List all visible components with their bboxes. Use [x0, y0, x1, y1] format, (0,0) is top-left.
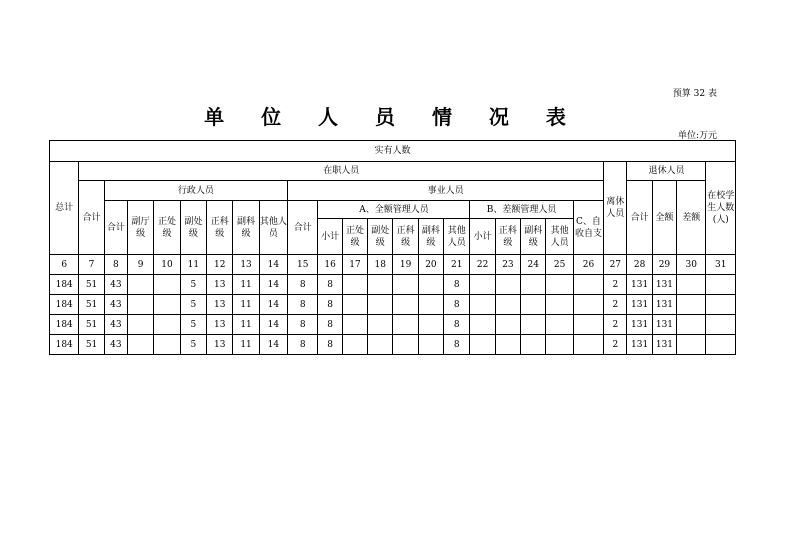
tx-sub-header: 合计: [627, 181, 652, 255]
column-number: 6: [50, 255, 79, 275]
table-cell: [418, 295, 443, 315]
table-cell: [418, 335, 443, 355]
table-cell: [495, 315, 520, 335]
page-title: 单 位 人 员 情 况 表: [204, 105, 581, 129]
table-cell: [368, 315, 393, 335]
column-number: 12: [207, 255, 233, 275]
onjob-header: 在职人员: [79, 162, 604, 181]
table-cell: [393, 315, 418, 335]
table-cell: [128, 275, 154, 295]
column-number: 29: [652, 255, 676, 275]
column-number: 9: [128, 255, 154, 275]
column-number: 11: [180, 255, 206, 275]
group-c-header: C、自收自支: [573, 201, 603, 255]
table-cell: 8: [318, 295, 342, 315]
table-cell: 131: [652, 315, 676, 335]
table-cell: 8: [288, 295, 318, 315]
table-cell: [521, 335, 546, 355]
table-cell: [546, 315, 573, 335]
column-number: 31: [706, 255, 736, 275]
table-cell: 8: [444, 295, 470, 315]
table-cell: [573, 295, 603, 315]
table-cell: [546, 335, 573, 355]
table-cell: 11: [233, 295, 259, 315]
column-number: 20: [418, 255, 443, 275]
table-cell: 14: [259, 275, 287, 295]
table-row: [50, 335, 736, 355]
table-cell: [342, 335, 367, 355]
table-row: [50, 295, 736, 315]
table-cell: 8: [318, 275, 342, 295]
table-cell: 2: [604, 295, 627, 315]
table-cell: [677, 275, 706, 295]
inst-header: 事业人员: [288, 181, 604, 201]
column-number: 17: [342, 255, 367, 275]
table-cell: [342, 295, 367, 315]
zhengchu-header: 正处级: [154, 201, 180, 255]
table-cell: 131: [652, 295, 676, 315]
column-number: 26: [573, 255, 603, 275]
table-cell: 184: [50, 335, 79, 355]
table-cell: [495, 275, 520, 295]
column-number: 30: [677, 255, 706, 275]
column-number: 28: [627, 255, 652, 275]
group-b-header: B、差额管理人员: [470, 201, 573, 219]
inst-sub-header: 合计: [288, 201, 318, 255]
table-cell: [128, 335, 154, 355]
fuchu-header: 副处级: [180, 201, 206, 255]
column-number: 8: [104, 255, 127, 275]
column-number: 10: [154, 255, 180, 275]
column-number: 13: [233, 255, 259, 275]
table-cell: 43: [104, 315, 127, 335]
tuixiu-header: 退休人员: [627, 162, 706, 181]
table-cell: [573, 335, 603, 355]
table-cell: 8: [288, 275, 318, 295]
table-cell: [368, 335, 393, 355]
table-cell: 5: [180, 315, 206, 335]
table-cell: [470, 295, 495, 315]
table-cell: [393, 275, 418, 295]
table-cell: [521, 315, 546, 335]
a-zhengke-header: 正科级: [393, 219, 418, 255]
table-cell: [706, 295, 736, 315]
table-cell: [393, 335, 418, 355]
table-cell: 5: [180, 295, 206, 315]
table-cell: 2: [604, 315, 627, 335]
table-cell: 131: [652, 335, 676, 355]
table-cell: 8: [444, 275, 470, 295]
a-fuchu-header: 副处级: [368, 219, 393, 255]
table-cell: 13: [207, 315, 233, 335]
tx-full-header: 全额: [652, 181, 676, 255]
column-number: 22: [470, 255, 495, 275]
column-number: 23: [495, 255, 520, 275]
table-cell: 131: [627, 295, 652, 315]
lixiu-header: 离休人员: [604, 162, 627, 255]
table-cell: [470, 275, 495, 295]
fuiting-header: 副厅级: [128, 201, 154, 255]
b-other-header: 其他人员: [546, 219, 573, 255]
subtotal-header: 合计: [79, 181, 104, 255]
table-cell: 11: [233, 335, 259, 355]
column-number: 27: [604, 255, 627, 275]
table-cell: 13: [207, 335, 233, 355]
table-cell: 14: [259, 315, 287, 335]
table-cell: [418, 315, 443, 335]
admin-header: 行政人员: [104, 181, 287, 201]
header-row-2: [50, 162, 736, 181]
table-cell: 131: [627, 275, 652, 295]
table-cell: 5: [180, 335, 206, 355]
table-cell: 184: [50, 295, 79, 315]
table-cell: 8: [318, 335, 342, 355]
table-cell: [368, 275, 393, 295]
column-number: 21: [444, 255, 470, 275]
table-cell: 43: [104, 295, 127, 315]
a-fuke-header: 副科级: [418, 219, 443, 255]
table-cell: 8: [288, 315, 318, 335]
table-cell: 51: [79, 295, 104, 315]
table-cell: 8: [444, 335, 470, 355]
table-cell: 8: [318, 315, 342, 335]
table-cell: 131: [627, 315, 652, 335]
table-cell: [393, 295, 418, 315]
students-header: 在校学生人数(人): [706, 162, 736, 255]
table-cell: 14: [259, 295, 287, 315]
b-fuke-header: 副科级: [521, 219, 546, 255]
table-cell: 13: [207, 275, 233, 295]
column-number: 14: [259, 255, 287, 275]
table-cell: 8: [444, 315, 470, 335]
table-cell: [342, 275, 367, 295]
table-cell: [706, 275, 736, 295]
table-row: [50, 275, 736, 295]
table-cell: [470, 335, 495, 355]
table-cell: [677, 315, 706, 335]
table-cell: 14: [259, 335, 287, 355]
table-cell: [154, 335, 180, 355]
table-cell: 51: [79, 335, 104, 355]
table-cell: [418, 275, 443, 295]
column-number: 18: [368, 255, 393, 275]
total-header: 总计: [50, 162, 79, 255]
table-cell: [154, 295, 180, 315]
column-number: 15: [288, 255, 318, 275]
table-row: [50, 315, 736, 335]
table-cell: 11: [233, 315, 259, 335]
fuke-header: 副科级: [233, 201, 259, 255]
b-sub-header: 小计: [470, 219, 495, 255]
table-cell: [470, 315, 495, 335]
table-cell: 184: [50, 315, 79, 335]
column-number-row: [50, 255, 736, 275]
table-cell: 43: [104, 275, 127, 295]
table-cell: [128, 315, 154, 335]
actual-header: 实有人数: [50, 141, 736, 162]
table-cell: 2: [604, 335, 627, 355]
a-zhengchu-header: 正处级: [342, 219, 367, 255]
table-cell: 43: [104, 335, 127, 355]
table-cell: [546, 275, 573, 295]
table-cell: [573, 275, 603, 295]
table-cell: 5: [180, 275, 206, 295]
table-cell: [521, 295, 546, 315]
table-cell: [128, 295, 154, 315]
table-cell: 51: [79, 275, 104, 295]
column-number: 16: [318, 255, 342, 275]
table-cell: [677, 335, 706, 355]
a-sub-header: 小计: [318, 219, 342, 255]
column-number: 25: [546, 255, 573, 275]
column-number: 7: [79, 255, 104, 275]
header-row-1: [50, 141, 736, 162]
tx-diff-header: 差额: [677, 181, 706, 255]
table-cell: 8: [288, 335, 318, 355]
table-cell: 131: [652, 275, 676, 295]
table-cell: 184: [50, 275, 79, 295]
table-cell: [495, 335, 520, 355]
a-other-header: 其他人员: [444, 219, 470, 255]
unit-label: 单位:万元: [677, 131, 717, 141]
table-cell: 2: [604, 275, 627, 295]
table-cell: [495, 295, 520, 315]
column-number: 24: [521, 255, 546, 275]
table-cell: 11: [233, 275, 259, 295]
table-cell: [342, 315, 367, 335]
table-cell: 51: [79, 315, 104, 335]
table-cell: [573, 315, 603, 335]
table-cell: [706, 335, 736, 355]
admin-sub-header: 合计: [104, 201, 127, 255]
column-number: 19: [393, 255, 418, 275]
personnel-table: [49, 140, 736, 355]
table-cell: 13: [207, 295, 233, 315]
group-a-header: A、全额管理人员: [318, 201, 470, 219]
header-row-3: [50, 181, 736, 201]
b-zhengke-header: 正科级: [495, 219, 520, 255]
table-cell: [368, 295, 393, 315]
form-number: 预算 32 表: [672, 89, 717, 99]
zhengke-header: 正科级: [207, 201, 233, 255]
table-cell: [154, 275, 180, 295]
table-cell: [706, 315, 736, 335]
other-header: 其他人员: [259, 201, 287, 255]
table-cell: 131: [627, 335, 652, 355]
table-cell: [677, 295, 706, 315]
table-cell: [154, 315, 180, 335]
table-cell: [521, 275, 546, 295]
table-cell: [546, 295, 573, 315]
